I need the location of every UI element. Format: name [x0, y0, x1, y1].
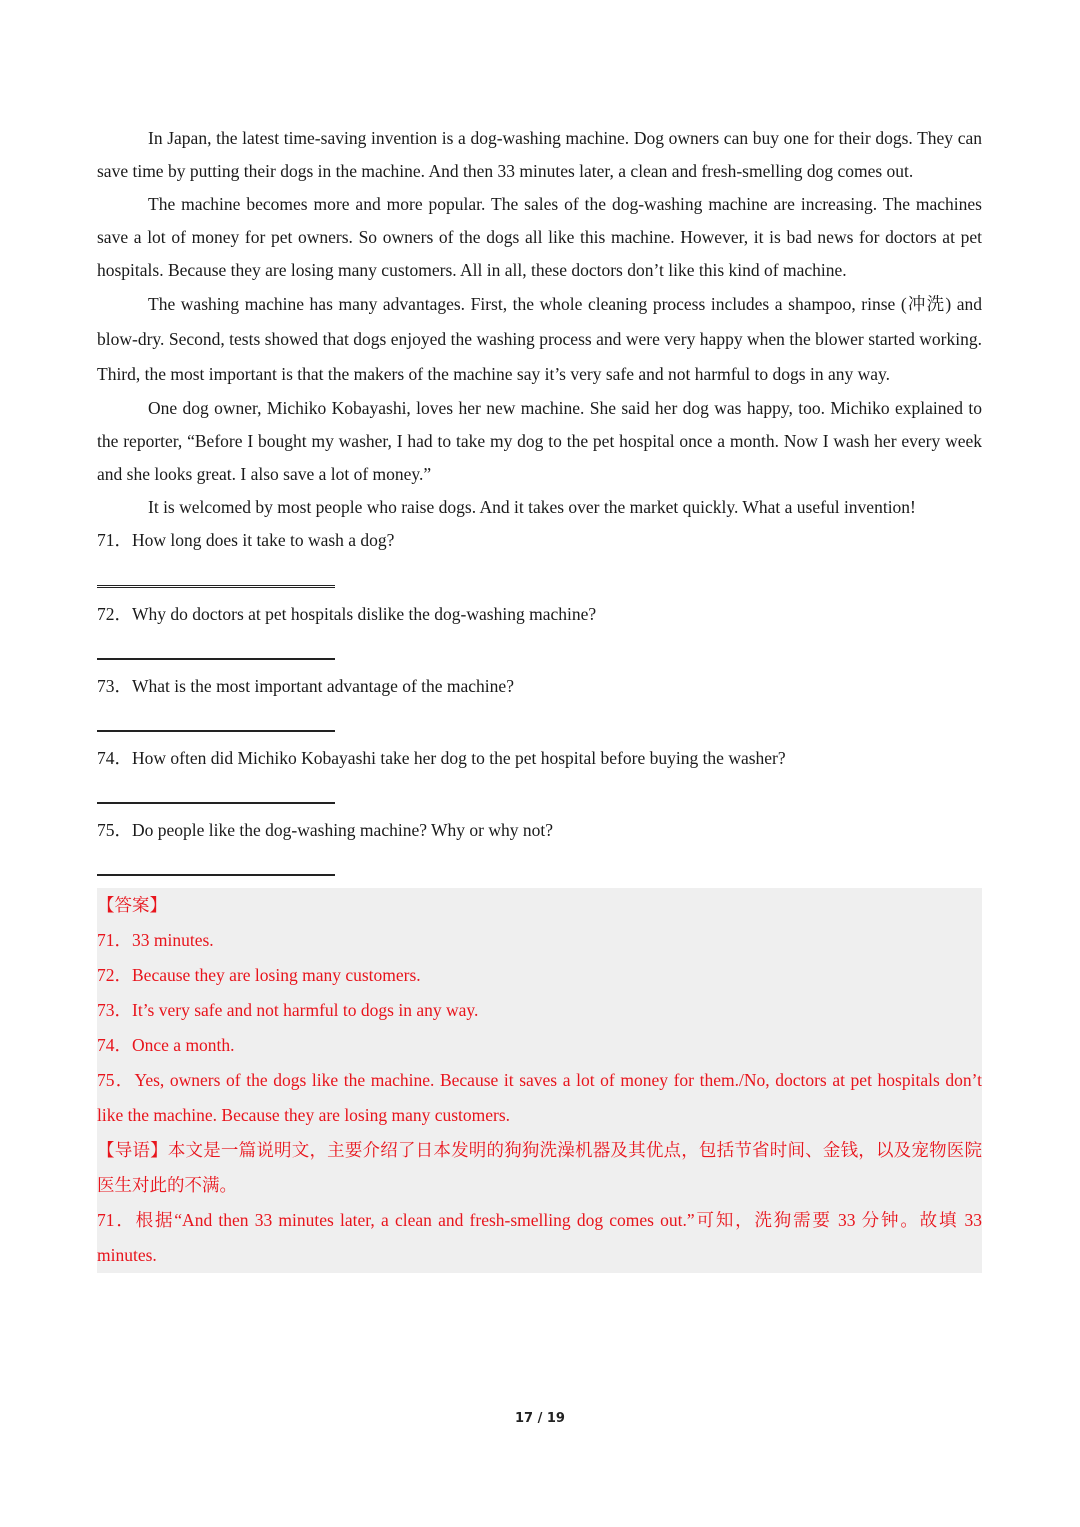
document-page — [97, 122, 982, 1273]
reading-passage — [97, 122, 982, 524]
answer-74: 74．Once a month. — [97, 1035, 235, 1055]
answer-blank-72[interactable] — [97, 658, 335, 660]
answer-blank-73[interactable] — [97, 730, 335, 732]
passage-paragraph-5: It is welcomed by most people who raise dogs. And it takes over the market quickly. What a useful invention! — [148, 497, 916, 517]
answer-71: 71．33 minutes. — [97, 930, 214, 950]
passage-paragraph-4: One dog owner, Michiko Kobayashi, loves her new machine. She said her dog was happy, too. Michiko explained to the reporter, “Before I bought my washer, I had to take my dog to the pet hospital once a month. Now I wash her every week and she looks great. I also save a lot of money.” — [97, 398, 982, 484]
passage-paragraph-3: The washing machine has many advantages. First, the whole cleaning process includes a shampoo, rinse (冲洗) and blow-dry. Second, tests showed that dogs enjoyed the washing process and were very happy when the blower started working. Third, the most important is that the makers of the machine say it’s very safe and not harmful to dogs in any way. — [97, 294, 982, 384]
passage-paragraph-2: The machine becomes more and more popular. The sales of the dog-washing machine are increasing. The machines save a lot of money for pet owners. So owners of the dogs all like this machine. However, it is bad news for doctors at pet hospitals. Because they are losing many customers. All in all, these doctors don’t like this kind of machine. — [97, 194, 982, 280]
passage-paragraph-1: In Japan, the latest time-saving invention is a dog-washing machine. Dog owners can buy one for their dogs. They can save time by putting their dogs in the machine. And then 33 minutes later, a clean and fresh-smelling dog comes out. — [97, 128, 982, 181]
answer-blank-71[interactable] — [97, 584, 335, 588]
question-75: 75．Do people like the dog-washing machine? Why or why not? — [97, 820, 554, 840]
answer-heading: 【答案】 — [97, 895, 167, 915]
answer-blank-75[interactable] — [97, 874, 335, 876]
question-73: 73．What is the most important advantage of the machine? — [97, 676, 514, 696]
explanation-71: 71．根据“And then 33 minutes later, a clean and fresh-smelling dog comes out.”可知，洗狗需要 33 分钟。故填 33 minutes. — [97, 1210, 982, 1265]
answer-blank-74[interactable] — [97, 802, 335, 804]
answer-72: 72．Because they are losing many customers. — [97, 965, 421, 985]
page-number: 17 / 19 — [515, 1411, 565, 1426]
question-72: 72．Why do doctors at pet hospitals dislike the dog-washing machine? — [97, 604, 597, 624]
guide-text: 【导语】本文是一篇说明文，主要介绍了日本发明的狗狗洗澡机器及其优点，包括节省时间、金钱，以及宠物医院医生对此的不满。 — [97, 1140, 982, 1195]
answer-75: 75．Yes, owners of the dogs like the machine. Because it saves a lot of money for them./No, doctors at pet hospitals don’t like the machine. Because they are losing many customers. — [97, 1070, 982, 1125]
questions-section — [97, 524, 982, 876]
answer-key-box — [97, 888, 982, 1273]
question-74: 74．How often did Michiko Kobayashi take her dog to the pet hospital before buying the washer? — [97, 748, 786, 768]
answer-73: 73．It’s very safe and not harmful to dogs in any way. — [97, 1000, 479, 1020]
question-71: 71．How long does it take to wash a dog? — [97, 530, 395, 550]
